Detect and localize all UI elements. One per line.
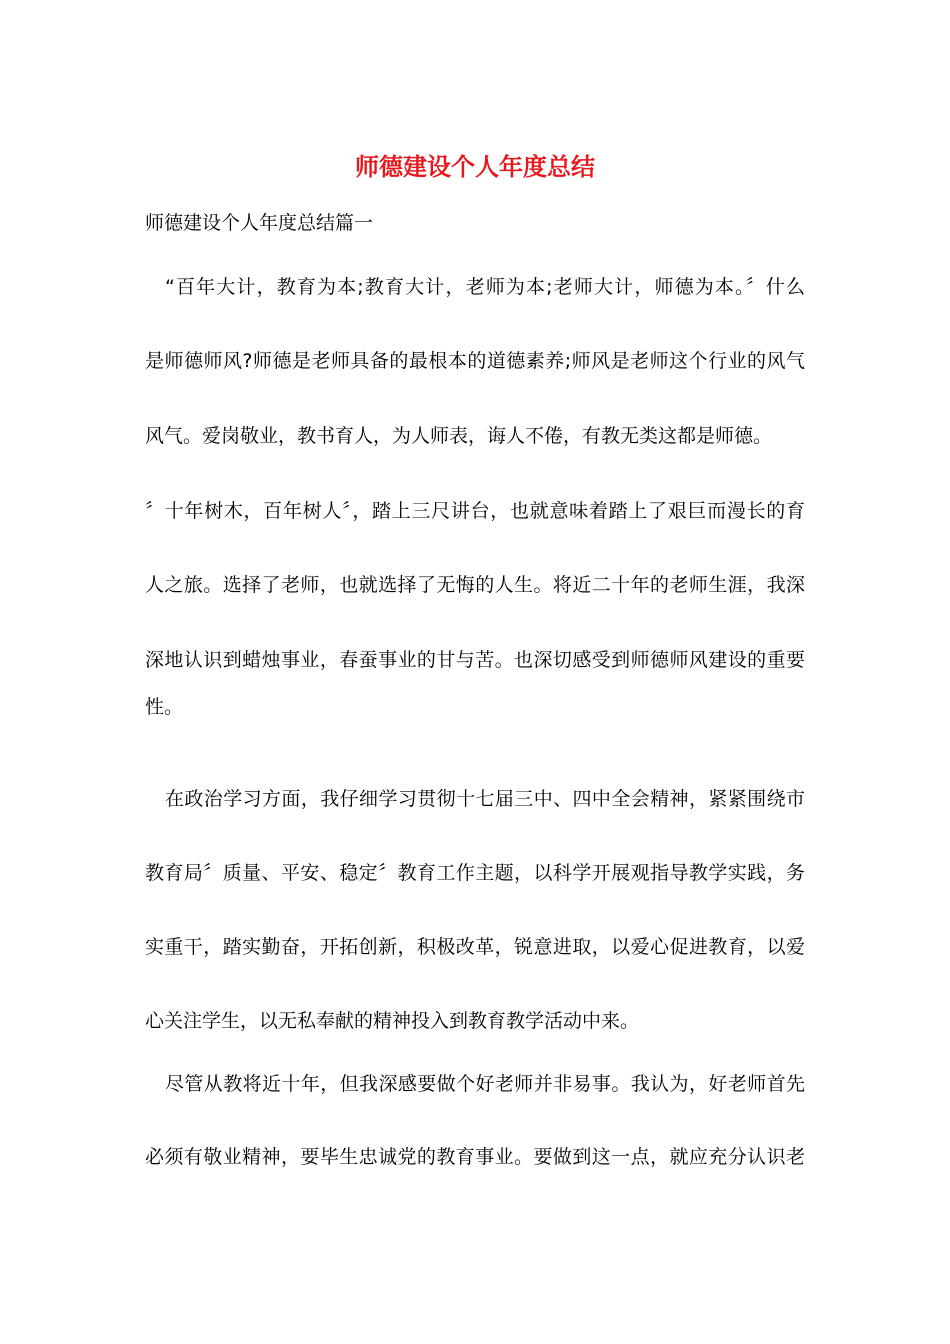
paragraph-line: 心关注学生，以无私奉献的精神投入到教育教学活动中来。 (145, 1010, 640, 1032)
paragraph-line: 〞十年树木，百年树人〞，踏上三尺讲台，也就意味着踏上了艰巨而漫长的育 (145, 500, 805, 522)
paragraph-line: 教育局〞质量、平安、稳定〞教育工作主题，以科学开展观指导教学实践，务 (145, 862, 805, 884)
section-heading: 师德建设个人年度总结篇一 (145, 212, 374, 234)
paragraph-line: 在政治学习方面，我仔细学习贯彻十七届三中、四中全会精神，紧紧围绕市 (165, 788, 805, 810)
paragraph-line: 实重干，踏实勤奋，开拓创新，积极改革，锐意进取，以爱心促进教育，以爱 (145, 936, 805, 958)
paragraph-line: 深地认识到蜡烛事业，春蚕事业的甘与苦。也深切感受到师德师风建设的重要 (145, 649, 805, 671)
paragraph-line: 人之旅。选择了老师，也就选择了无悔的人生。将近二十年的老师生涯，我深 (145, 574, 805, 596)
paragraph-line: 性。 (145, 696, 184, 718)
paragraph-line: 尽管从教将近十年，但我深感要做个好老师并非易事。我认为，好老师首先 (165, 1073, 805, 1095)
document-title: 师德建设个人年度总结 (355, 153, 595, 181)
paragraph-line: 风气。爱岗敬业，教书育人，为人师表，诲人不倦，有教无类这都是师德。 (145, 425, 773, 447)
paragraph-line: 是师德师风?师德是老师具备的最根本的道德素养;师风是老师这个行业的风气 (145, 350, 805, 372)
paragraph-line: 必须有敬业精神，要毕生忠诚党的教育事业。要做到这一点，就应充分认识老 (145, 1146, 805, 1168)
paragraph-line: “百年大计，教育为本;教育大计，老师为本;老师大计，师德为本。〞什么 (165, 276, 805, 298)
